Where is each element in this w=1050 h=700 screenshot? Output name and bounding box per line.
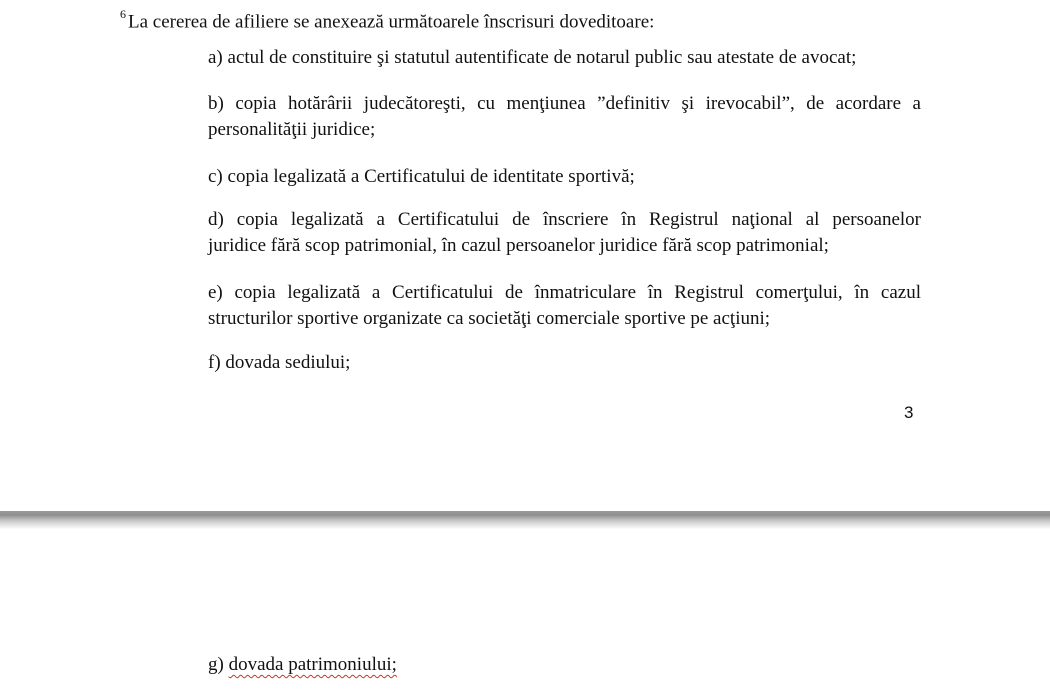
spellcheck-underlined-text[interactable]: dovada patrimoniului; bbox=[228, 654, 397, 675]
list-item-b-line2: personalităţii juridice; bbox=[208, 119, 376, 140]
list-item-e bbox=[208, 280, 921, 332]
list-item-e-line2: structurilor sportive organizate ca societăţi comerciale sportive pe acţiuni; bbox=[208, 308, 771, 329]
list-item-b-line1: b) copia hotărârii judecătoreşti, cu menţiunea ”definitiv şi irevocabil”, de acordare a bbox=[208, 93, 921, 114]
intro-text: La cererea de afiliere se anexează următoarele înscrisuri doveditoare: bbox=[128, 11, 655, 33]
list-item-g bbox=[208, 652, 397, 678]
document-page-4 bbox=[0, 529, 1050, 700]
footnote-marker: 6 bbox=[120, 7, 126, 21]
page-separator bbox=[0, 511, 1050, 529]
list-item-d-line2: juridice fără scop patrimonial, în cazul persoanelor juridice fără scop patrimonial; bbox=[208, 235, 829, 256]
list-item-d-line1: d) copia legalizată a Certificatului de înscriere în Registrul naţional al persoanelor bbox=[208, 209, 921, 230]
list-item-f: f) dovada sediului; bbox=[208, 352, 351, 373]
page-number: 3 bbox=[904, 403, 914, 422]
list-item-c: c) copia legalizată a Certificatului de identitate sportivă; bbox=[208, 166, 635, 187]
list-item-d bbox=[208, 207, 921, 259]
list-item-a: a) actul de constituire şi statutul autentificate de notarul public sau atestate de avocat; bbox=[208, 47, 857, 68]
list-item-g-prefix: g) bbox=[208, 654, 229, 675]
list-item-e-line1: e) copia legalizată a Certificatului de înmatriculare în Registrul comerţului, în cazul bbox=[208, 282, 921, 303]
intro-paragraph bbox=[120, 3, 654, 35]
list-item-b bbox=[208, 91, 921, 143]
